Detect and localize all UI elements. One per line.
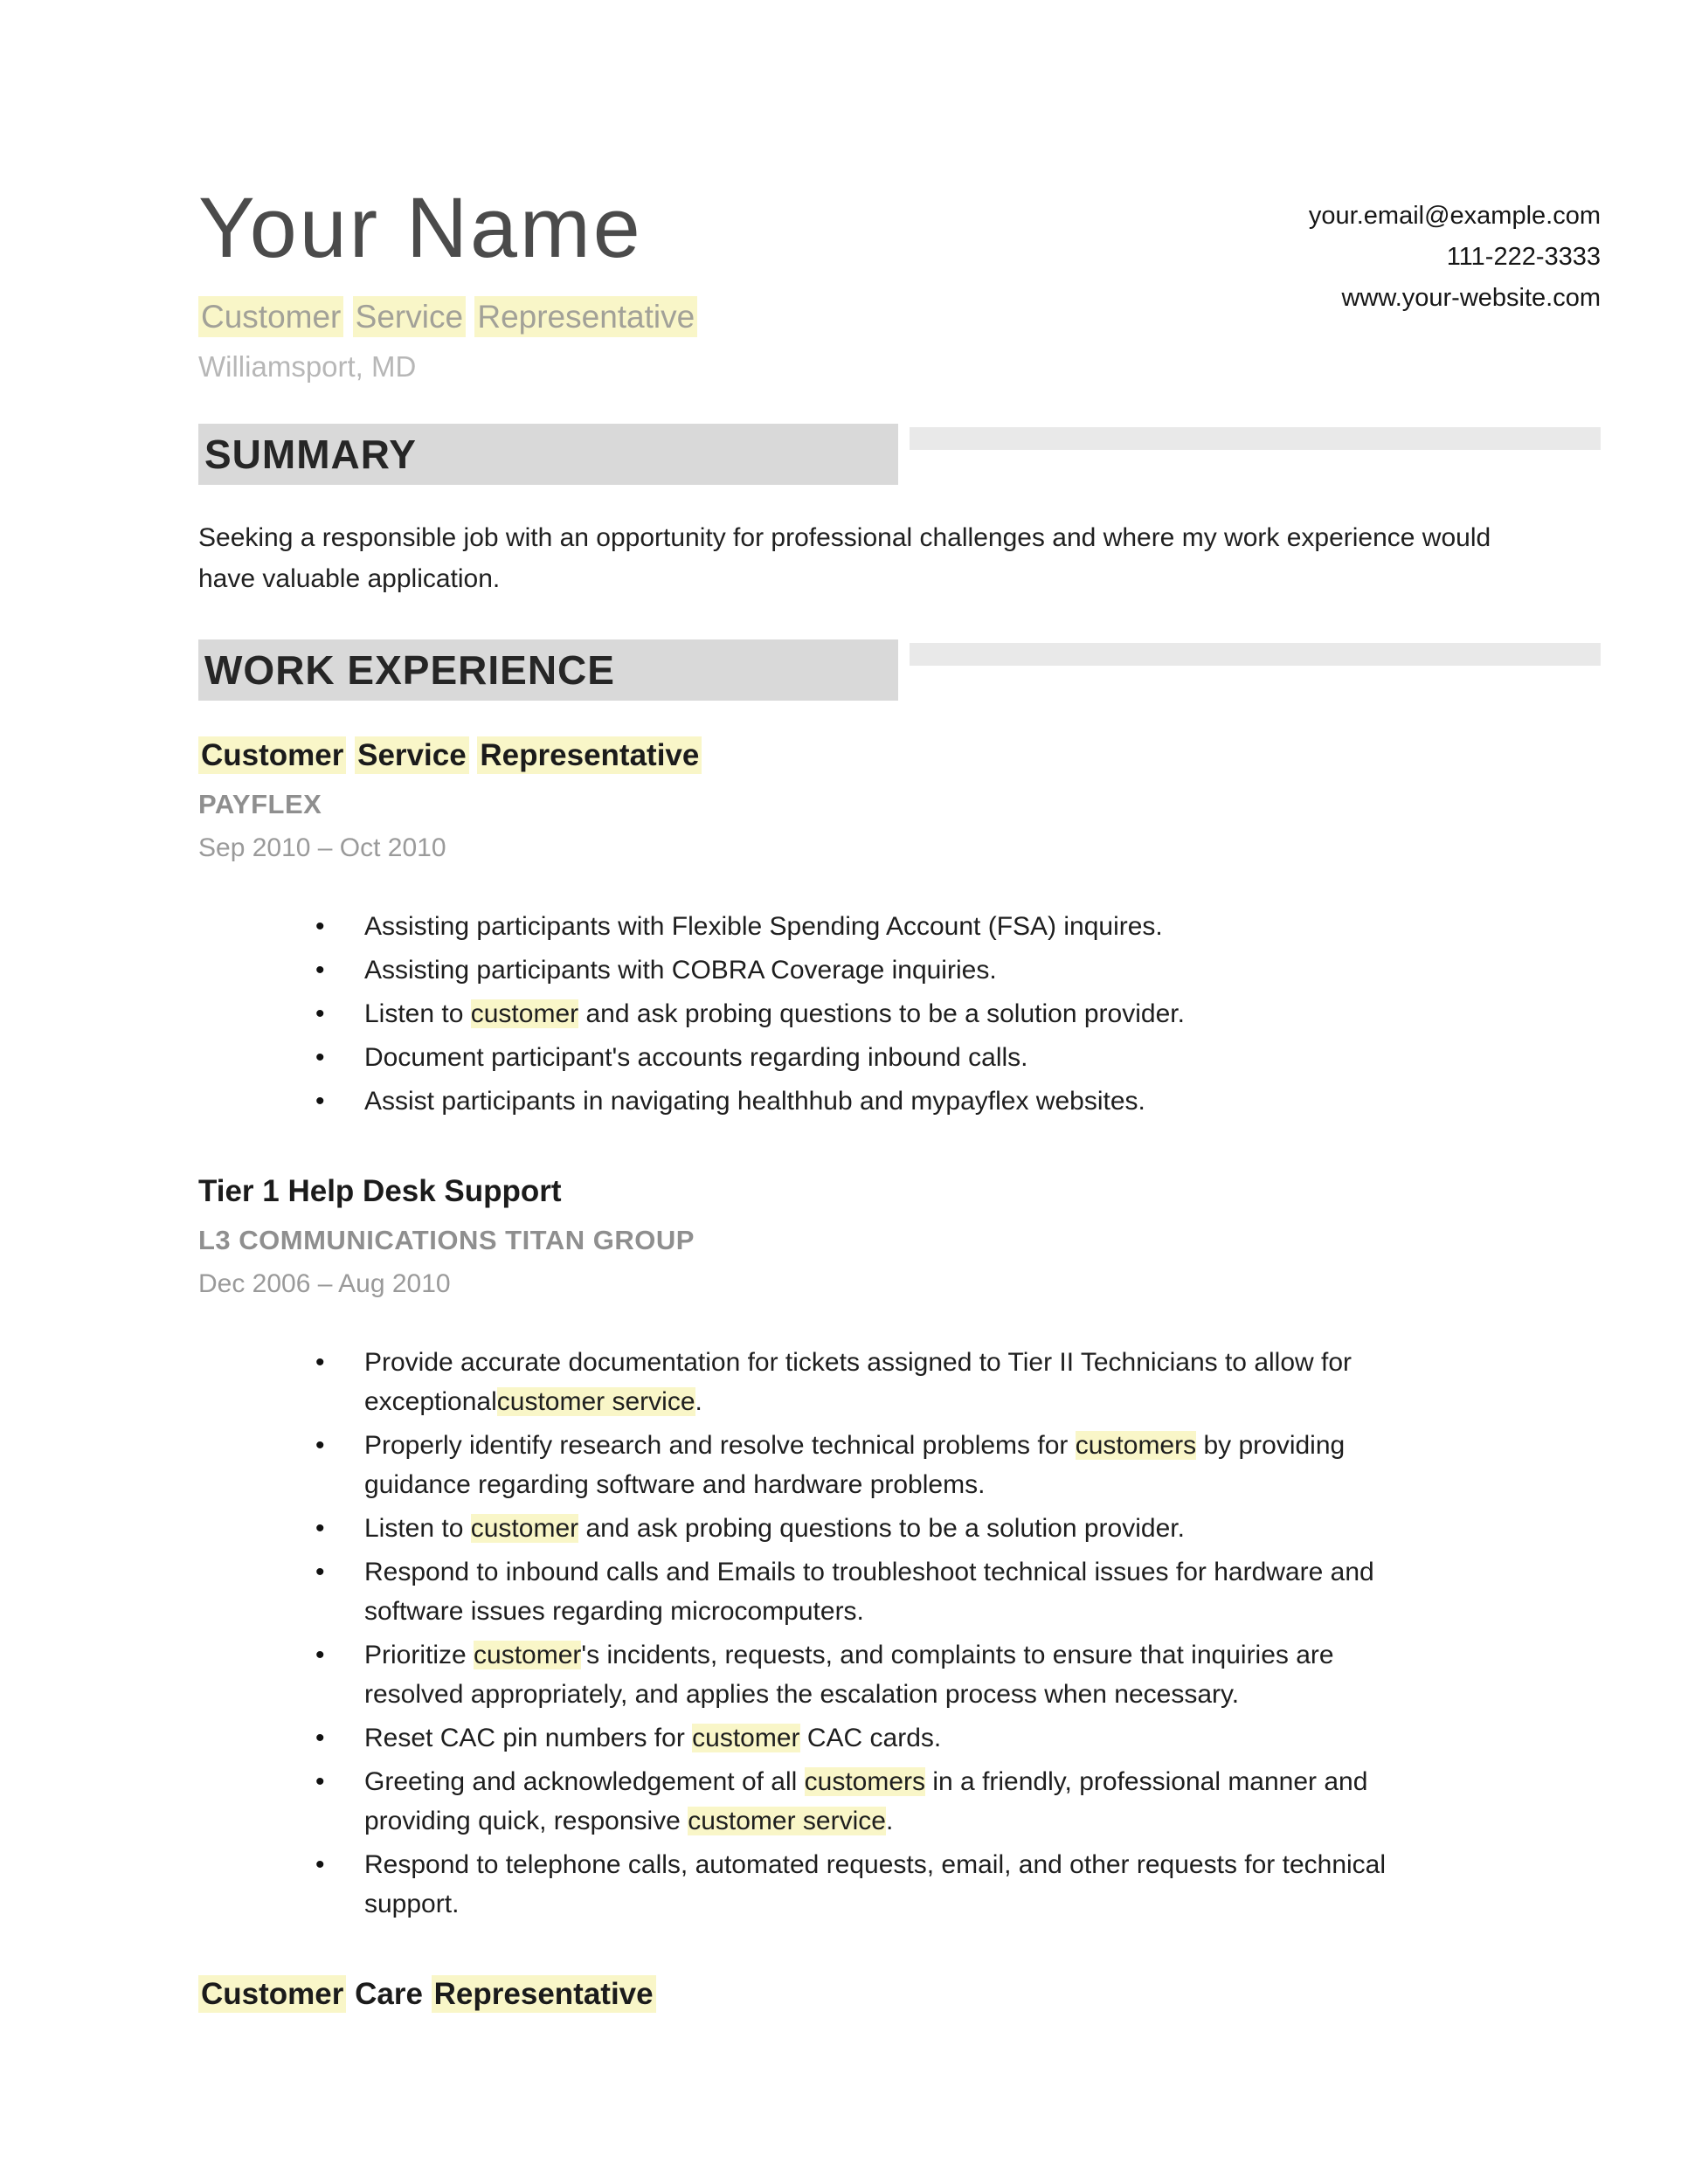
- work-heading-bar: [198, 639, 898, 701]
- contact-email: your.email@example.com: [1308, 202, 1601, 230]
- section-work-experience: [198, 639, 1601, 2013]
- highlighted-text: customers: [804, 1767, 926, 1797]
- contact-website: www.your-website.com: [1341, 283, 1601, 312]
- job-title: [198, 1173, 1601, 1210]
- text-segment: Respond to telephone calls, automated requests, email, and other requests for technical support.: [364, 1850, 1387, 1919]
- text-segment: Document participant's accounts regarding inbound calls.: [364, 1043, 1028, 1073]
- summary-heading: SUMMARY: [204, 432, 417, 478]
- highlighted-text: Representative: [477, 736, 702, 774]
- section-strip: [910, 643, 1601, 666]
- summary-text: Seeking a responsible job with an opportunity for professional challenges and where my work experience would have valuable application.: [198, 523, 1491, 593]
- text-segment: CAC cards.: [799, 1724, 942, 1753]
- text-segment: Assisting participants with Flexible Spending Account (FSA) inquires.: [364, 912, 1163, 942]
- contact-phone: 111-222-3333: [1446, 242, 1601, 271]
- text-segment: by providing guidance regarding software and hardware problems.: [364, 1431, 1346, 1500]
- highlighted-text: Representative: [432, 1975, 656, 2013]
- text-segment: Respond to inbound calls and Emails to troubleshoot technical issues for hardware and software issues regarding microcomputers.: [364, 1558, 1374, 1627]
- highlighted-text: Service: [355, 736, 469, 774]
- bullet-item: [364, 1762, 1426, 1841]
- highlighted-text: Customer: [198, 296, 343, 337]
- highlighted-text: Customer: [198, 1975, 346, 2013]
- text-segment: Assist participants in navigating healthhub and mypayflex websites.: [364, 1087, 1145, 1116]
- bullet-item: [364, 1343, 1426, 1421]
- contact-info: [1309, 196, 1601, 319]
- bullet-item: [364, 994, 1426, 1033]
- bullet-item: [364, 1082, 1426, 1121]
- job-entry: [198, 1173, 1601, 1924]
- section-header-summary: [198, 424, 1601, 485]
- company-name: L3 COMMUNICATIONS TITAN GROUP: [198, 1225, 695, 1256]
- section-header-work: [198, 639, 1601, 701]
- highlighted-text: customers: [1075, 1431, 1197, 1461]
- person-location: Williamsport, MD: [198, 350, 417, 384]
- highlighted-text: Service: [353, 296, 466, 337]
- company-name: PAYFLEX: [198, 789, 322, 820]
- bullet-item: [364, 1635, 1426, 1714]
- text-segment: in a friendly, professional manner and providing quick, responsive: [364, 1767, 1368, 1836]
- summary-heading-bar: [198, 424, 898, 485]
- text-segment: .: [885, 1807, 894, 1836]
- jobs-list: [198, 737, 1601, 2013]
- bullet-item: [364, 1718, 1426, 1758]
- text-segment: [466, 299, 474, 335]
- bullet-item: [364, 1038, 1426, 1077]
- text-segment: [343, 299, 352, 335]
- bullet-item: [364, 1552, 1426, 1631]
- header-identity: [198, 180, 697, 384]
- highlighted-text: customer: [470, 999, 579, 1029]
- work-heading: WORK EXPERIENCE: [204, 647, 615, 694]
- text-segment: and ask probing questions to be a solution provider.: [578, 999, 1185, 1029]
- bullet-item: [364, 1845, 1426, 1924]
- job-dates: Sep 2010 – Oct 2010: [198, 833, 446, 863]
- person-name: Your Name: [198, 180, 643, 275]
- job-bullets: [198, 1343, 1601, 1924]
- job-entry: [198, 737, 1601, 1121]
- highlighted-text: customer service: [496, 1387, 695, 1417]
- text-segment: Properly identify research and resolve technical problems for: [364, 1431, 1076, 1461]
- highlighted-text: customer: [692, 1724, 800, 1753]
- job-entry: [198, 1976, 1601, 2013]
- text-segment: Greeting and acknowledgement of all: [364, 1767, 805, 1797]
- text-segment: Tier 1 Help Desk Support: [198, 1174, 562, 1209]
- text-segment: .: [695, 1387, 702, 1417]
- text-segment: Provide accurate documentation for tickets assigned to Tier II Technicians to allow for exceptional: [364, 1348, 1352, 1417]
- bullet-item: [364, 950, 1426, 990]
- job-title: [198, 737, 1601, 774]
- section-strip: [910, 427, 1601, 450]
- job-title: [198, 1976, 1601, 2013]
- highlighted-text: Representative: [474, 296, 697, 337]
- person-title: [198, 297, 697, 337]
- job-dates: Dec 2006 – Aug 2010: [198, 1269, 451, 1299]
- text-segment: Listen to: [364, 999, 471, 1029]
- highlighted-text: customer service: [688, 1807, 886, 1836]
- text-segment: [346, 738, 355, 772]
- text-segment: Assisting participants with COBRA Coverage inquiries.: [364, 956, 997, 985]
- text-segment: Prioritize: [364, 1641, 474, 1670]
- resume-header: [198, 180, 1601, 384]
- bullet-item: [364, 1509, 1426, 1548]
- text-segment: 's incidents, requests, and complaints to ensure that inquiries are resolved appropriately, and applies the escalation process when necessary.: [364, 1641, 1334, 1710]
- text-segment: [469, 738, 478, 772]
- text-segment: and ask probing questions to be a solution provider.: [578, 1514, 1185, 1544]
- text-segment: Reset CAC pin numbers for: [364, 1724, 693, 1753]
- text-segment: Care: [346, 1977, 432, 2012]
- highlighted-text: Customer: [198, 736, 346, 774]
- bullet-item: [364, 1426, 1426, 1504]
- highlighted-text: customer: [474, 1641, 582, 1670]
- text-segment: Listen to: [364, 1514, 471, 1544]
- bullet-item: [364, 907, 1426, 946]
- job-bullets: [198, 907, 1601, 1121]
- section-summary: [198, 424, 1601, 599]
- highlighted-text: customer: [470, 1514, 579, 1544]
